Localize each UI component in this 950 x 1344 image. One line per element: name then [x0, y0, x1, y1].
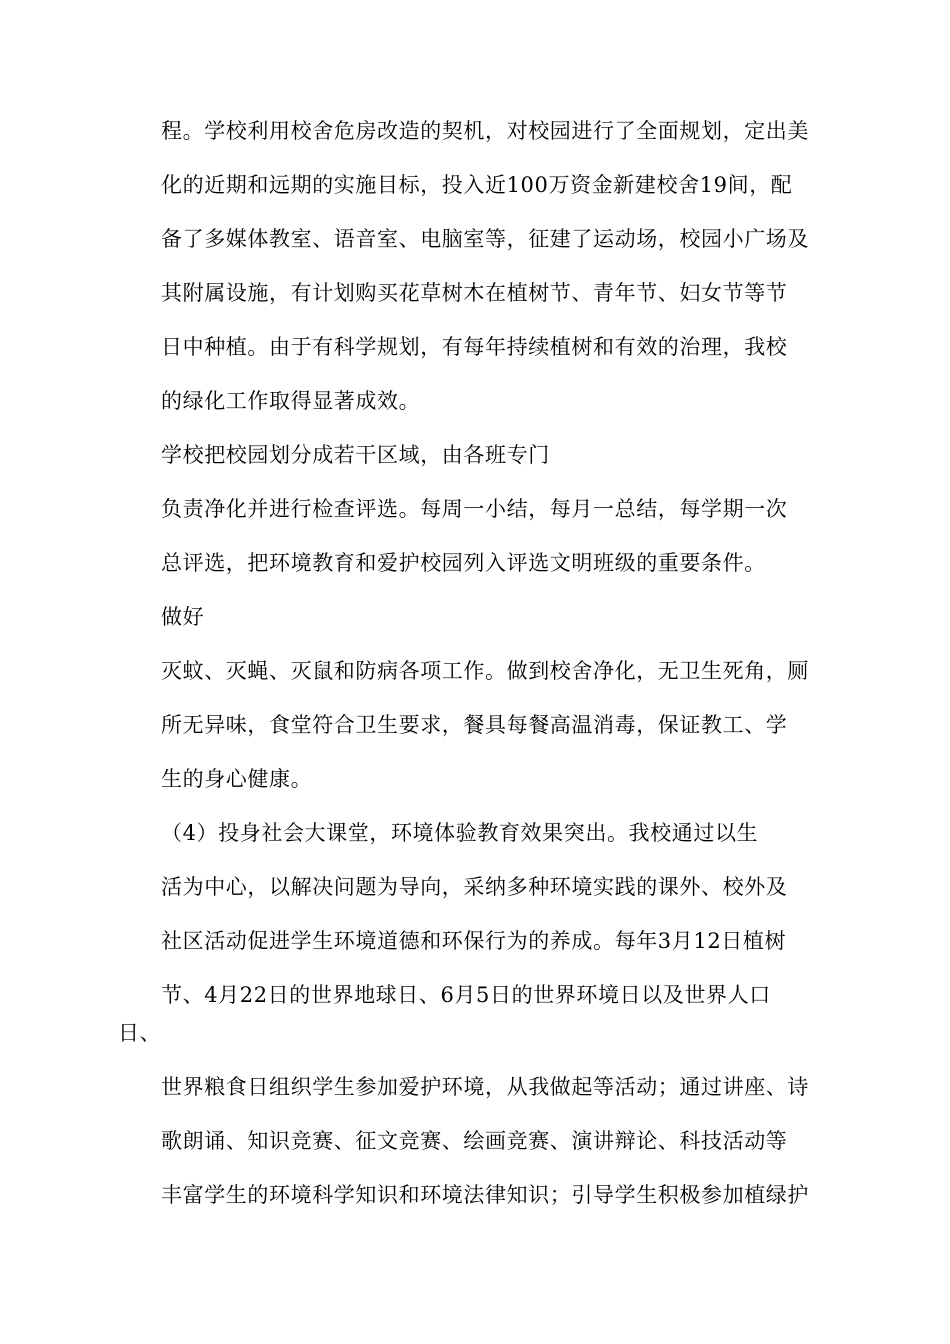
text-line: 其附属设施，有计划购买花草树木在植树节、青年节、妇女节等节 [161, 281, 788, 305]
text-line: 社区活动促进学生环境道德和环保行为的养成。每年3月12日植树 [161, 929, 787, 953]
text-line: 世界粮食日组织学生参加爱护环境，从我做起等活动；通过讲座、诗 [161, 1075, 809, 1099]
text-line: 负责净化并进行检查评选。每周一小结，每月一总结，每学期一次 [161, 497, 788, 521]
text-line: 化的近期和远期的实施目标，投入近100万资金新建校舍19间，配 [161, 173, 793, 197]
text-line: 歌朗诵、知识竞赛、征文竞赛、绘画竞赛、演讲辩论、科技活动等 [161, 1129, 788, 1153]
text-line: 学校把校园划分成若干区域，由各班专门 [161, 443, 550, 467]
text-line: 丰富学生的环境科学知识和环境法律知识；引导学生积极参加植绿护 [161, 1183, 809, 1207]
text-line: 总评选，把环境教育和爱护校园列入评选文明班级的重要条件。 [161, 551, 766, 575]
text-line: 做好 [161, 605, 205, 629]
text-line: 程。学校利用校舍危房改造的契机，对校园进行了全面规划，定出美 [161, 119, 809, 143]
text-line: 备了多媒体教室、语音室、电脑室等，征建了运动场，校园小广场及 [161, 227, 809, 251]
text-line: 日中种植。由于有科学规划，有每年持续植树和有效的治理，我校 [161, 335, 788, 359]
text-line: 节、4月22日的世界地球日、6月5日的世界环境日以及世界人口 [161, 983, 771, 1007]
text-line: 灭蚊、灭蝇、灭鼠和防病各项工作。做到校舍净化，无卫生死角，厕 [161, 659, 809, 683]
text-line: （4）投身社会大课堂，环境体验教育效果突出。我校通过以生 [161, 821, 759, 845]
text-line: 所无异味，食堂符合卫生要求，餐具每餐高温消毒，保证教工、学 [161, 713, 788, 737]
text-line: 生的身心健康。 [161, 767, 313, 791]
text-line: 的绿化工作取得显著成效。 [161, 389, 421, 413]
text-line: 活为中心，以解决问题为导向，采纳多种环境实践的课外、校外及 [161, 875, 788, 899]
text-line: 日、 [118, 1021, 162, 1045]
